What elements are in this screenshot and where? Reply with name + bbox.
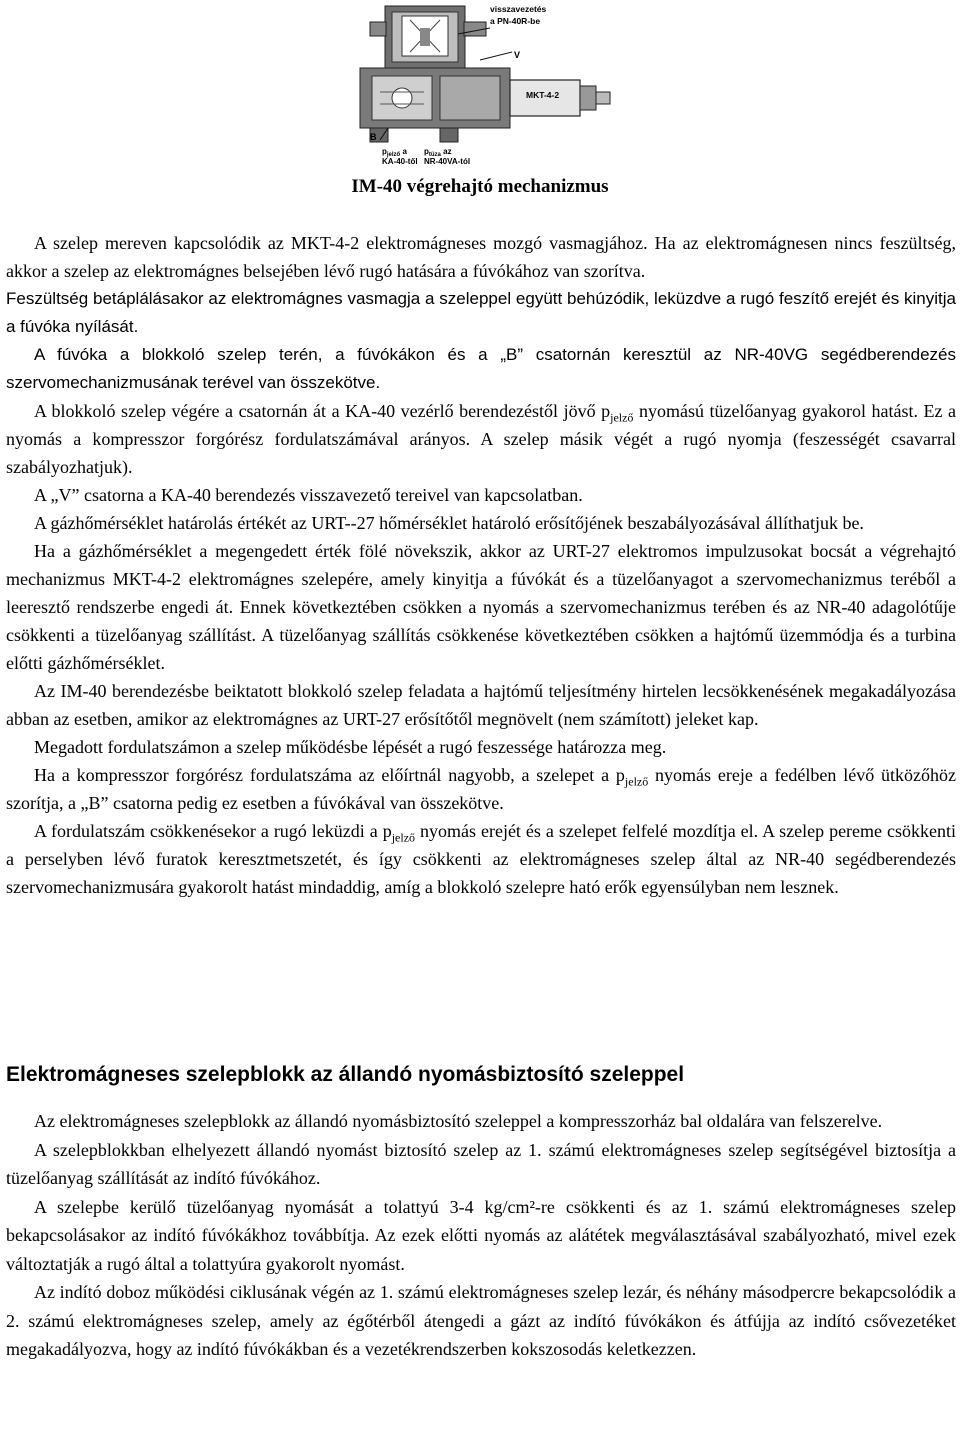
valve-cross-section-image [340, 0, 630, 168]
label-ka: KA-40-től [382, 157, 418, 166]
label-v: V [514, 50, 521, 60]
label-p-right: $p_{tüzа}$ az [424, 147, 452, 158]
section-body [6, 1107, 956, 1364]
paragraph: A blokkoló szelep végére a csatornán át a KA-40 vezérlő berendezéstől jövő $p_{jelző}$ nyomású tüzelőanyag gyakorol hatást. Ez a nyomás a kompresszor forgórész fordulatszámával arányos. A szelep másik végét a rugó nyomja (feszességét csavarral szabályozhatjuk). [6, 401, 956, 477]
label-nr: NR-40VA-tól [424, 157, 471, 166]
document-title: IM-40 végrehajtó mechanizmus [351, 176, 609, 197]
label-return: visszavezetés [490, 4, 547, 14]
paragraph: A gázhőmérséklet határolás értékét az URT--27 hőmérséklet határoló erősítőjének beszabályozásával állíthatjuk be. [34, 513, 864, 533]
valve-diagram [340, 0, 630, 168]
label-mkt: MKT-4-2 [526, 90, 560, 100]
label-b: B [370, 132, 377, 142]
label-p-left: $p_{jelző}$ a [382, 147, 407, 158]
paragraph: Az elektromágneses szelepblokk az állandó nyomásbiztosító szeleppel a kompresszorház bal oldalára van felszerelve. [34, 1111, 883, 1131]
paragraph: Feszültség betáplálásakor az elektromágnes vasmagja a szeleppel együtt behúzódik, leküzdve a rugó feszítő erejét és kinyitja a fúvóka nyílását. [6, 289, 956, 336]
paragraph: A szelepbe kerülő tüzelőanyag nyomását a tolattyú 3-4 kg/cm²-re csökkenti és az 1. számú elektromágneses szelep bekapcsolásakor az indító fúvókákhoz továbbítja. Az ezek előtti nyomás az alátétek megválasztásával szabályozható, mivel ezek változtatják a rugó által a tolattyúra gyakorolt nyomást. [6, 1196, 956, 1274]
main-body [6, 229, 956, 901]
label-return-2: a PN-40R-be [490, 16, 541, 26]
paragraph: Megadott fordulatszámon a szelep működésbe lépését a rugó feszessége határozza meg. [34, 737, 667, 757]
section-title: Elektromágneses szelepblokk az állandó nyomásbiztosító szeleppel [6, 1063, 685, 1086]
paragraph: Az IM-40 berendezésbe beiktatott blokkoló szelep feladata a hajtómű teljesítmény hirtelen lecsökkenésének megakadályozása abban az esetben, amikor az elektromágnes az URT-27 erősítőtől megnövelt (nem számított) jeleket kap. [6, 681, 956, 729]
paragraph: Az indító doboz működési ciklusának végén az 1. számú elektromágneses szelep lezár, és néhány másodpercre bekapcsolódik a 2. számú elektromágneses szelep, amely az égőtérből átengedi a gázt az indító fúvókákon és átfújja az indító csővezetéket megakadályozva, hogy az indító fúvókákban és a vezetékrendszerben kokszosodás keletkezzen. [6, 1282, 956, 1359]
paragraph: A fordulatszám csökkenésekor a rugó leküzdi a $p_{jelző}$ nyomás erejét és a szelepet felfelé mozdítja el. A szelep pereme csökkenti a perselyben lévő furatok keresztmetszetét, és így csökkenti az elektromágneses szelep által az NR-40 segédberendezés szervomechanizmusára gyakorolt hatást mindaddig, amíg a blokkoló szelepre ható erők egyensúlyban nem lesznek. [6, 821, 956, 897]
paragraph: A szelepblokkban elhelyezett állandó nyomást biztosító szelep az 1. számú elektromágneses szelep segítségével biztosítja a tüzelőanyag szállítását az indító fúvókához. [6, 1139, 956, 1188]
paragraph: Ha a gázhőmérséklet a megengedett érték fölé növekszik, akkor az URT-27 elektromos impulzusokat bocsát a végrehajtó mechanizmus MKT-4-2 elektromágnes szelepére, amely kinyitja a fúvókát és a tüzelőanyagot a szervomechanizmus teréből a leeresztő rendszerbe engedi át. Ennek következtében csökken a nyomás a szervomechanizmus terében és az NR-40 adagolótűje csökkenti a tüzelőanyag szállítást. A tüzelőanyag szállítás csökkenése következtében csökken a hajtómű üzemmódja és a turbina előtti gázhőmérséklet. [6, 541, 956, 673]
paragraph: Ha a kompresszor forgórész fordulatszáma az előírtnál nagyobb, a szelepet a $p_{jelző}$ nyomás ereje a fedélben lévő ütközőhöz szorítja, a „B” csatorna pedig ez esetben a fúvókával van összekötve. [6, 765, 957, 813]
paragraph: A „V” csatorna a KA-40 berendezés visszavezető tereivel van kapcsolatban. [34, 485, 583, 505]
paragraph: A szelep mereven kapcsolódik az MKT-4-2 elektromágneses mozgó vasmagjához. Ha az elektromágnesen nincs feszültség, akkor a szelep az elektromágnes belsejében lévő rugó hatására a fúvókához van szorítva. [6, 233, 956, 281]
paragraph: A fúvóka a blokkoló szelep terén, a fúvókákon és a „B” csatornán keresztül az NR-40VG segédberendezés szervomechanizmusának terével van összekötve. [6, 345, 956, 392]
